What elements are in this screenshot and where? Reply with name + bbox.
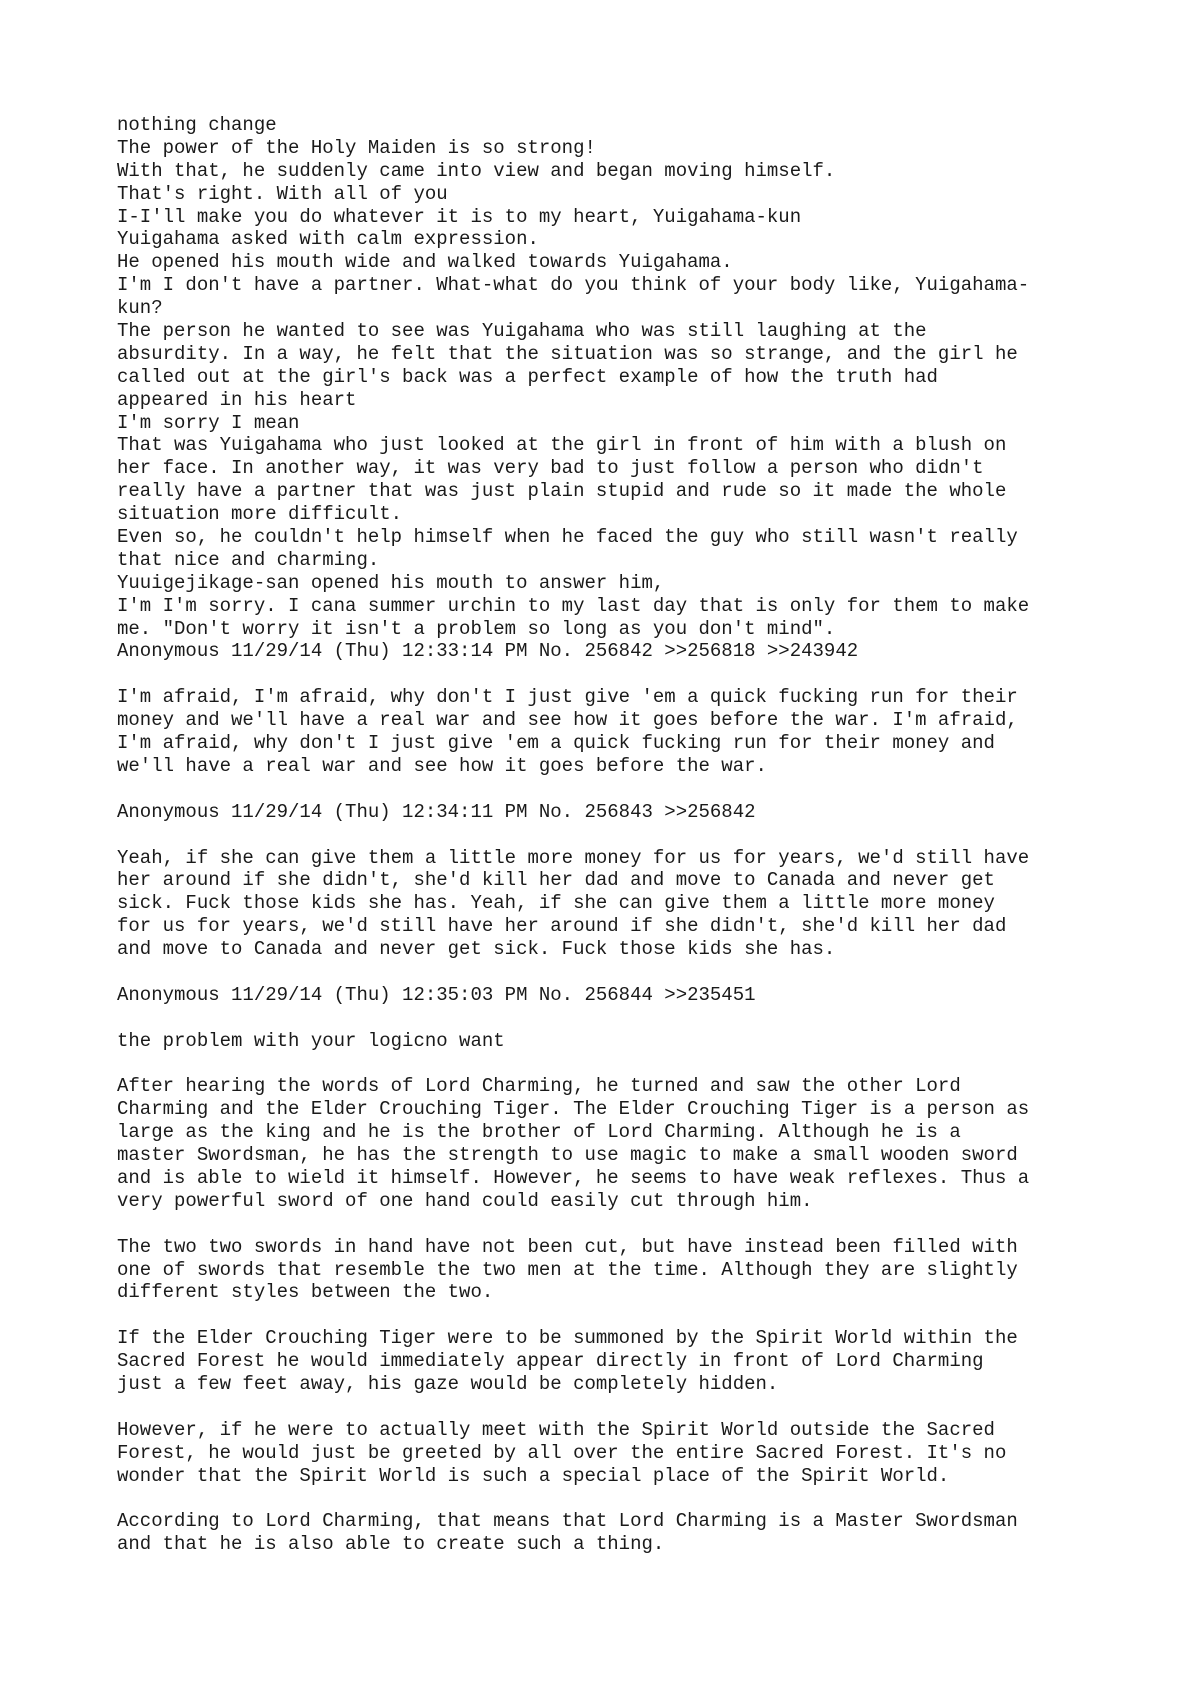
text-line: and is able to wield it himself. However, he seems to have weak reflexes. Thus a (117, 1166, 1030, 1189)
text-line: large as the king and he is the brother of Lord Charming. Although he is a (117, 1121, 961, 1144)
blank-line (117, 1053, 1117, 1076)
text-line: I'm I'm sorry. I cana summer urchin to my last day that is only for them to make (117, 594, 1030, 617)
text-line: wonder that the Spirit World is such a special place of the Spirit World. (117, 1464, 950, 1487)
text-line: With that, he suddenly came into view and began moving himself. (117, 159, 836, 182)
text-line: After hearing the words of Lord Charming, he turned and saw the other Lord (117, 1075, 961, 1098)
text-line: The two two swords in hand have not been cut, but have instead been filled with (117, 1235, 1018, 1258)
text-line: That was Yuigahama who just looked at the girl in front of him with a blush on (117, 434, 1007, 457)
text-line: Yuuigejikage-san opened his mouth to answer him, (117, 571, 665, 594)
text-line: sick. Fuck those kids she has. Yeah, if she can give them a little more money (117, 892, 995, 915)
text-line: very powerful sword of one hand could easily cut through him. (117, 1189, 813, 1212)
blank-line (117, 1213, 1117, 1236)
text-line: the problem with your logicno want (117, 1029, 505, 1052)
post-header: Anonymous 11/29/14 (Thu) 12:33:14 PM No. 256842 >>256818 >>243942 (117, 640, 859, 663)
post-header: Anonymous 11/29/14 (Thu) 12:34:11 PM No. 256843 >>256842 (117, 800, 756, 823)
blank-line (117, 778, 1117, 801)
text-line: me. "Don't worry it isn't a problem so long as you don't mind". (117, 617, 836, 640)
text-line: money and we'll have a real war and see how it goes before the war. I'm afraid, (117, 709, 1018, 732)
text-line: However, if he were to actually meet with the Spirit World outside the Sacred (117, 1418, 995, 1441)
text-line: just a few feet away, his gaze would be completely hidden. (117, 1372, 779, 1395)
text-line: According to Lord Charming, that means that Lord Charming is a Master Swordsman (117, 1510, 1018, 1533)
text-line: different styles between the two. (117, 1281, 494, 1304)
text-line: I'm sorry I mean (117, 411, 300, 434)
post-header: Anonymous 11/29/14 (Thu) 12:35:03 PM No. 256844 >>235451 (117, 983, 756, 1006)
text-line: I'm afraid, why don't I just give 'em a quick fucking run for their money and (117, 732, 995, 755)
blank-line (117, 1304, 1117, 1327)
text-line: kun? (117, 297, 163, 320)
text-line: situation more difficult. (117, 503, 403, 526)
text-line: nothing change (117, 114, 277, 136)
text-line: If the Elder Crouching Tiger were to be summoned by the Spirit World within the (117, 1327, 1018, 1350)
blank-line (117, 1396, 1117, 1419)
text-line: I'm afraid, I'm afraid, why don't I just give 'em a quick fucking run for their (117, 686, 1018, 709)
text-line: that nice and charming. (117, 548, 380, 571)
text-line: really have a partner that was just plain stupid and rude so it made the whole (117, 480, 1007, 503)
text-line: we'll have a real war and see how it goes before the war. (117, 754, 767, 777)
text-line: Yeah, if she can give them a little more money for us for years, we'd still have (117, 846, 1030, 869)
text-line: The power of the Holy Maiden is so strong! (117, 136, 596, 159)
text-line: Forest, he would just be greeted by all over the entire Sacred Forest. It's no (117, 1441, 1007, 1464)
text-line: her face. In another way, it was very bad to just follow a person who didn't (117, 457, 984, 480)
text-line: Yuigahama asked with calm expression. (117, 228, 539, 251)
text-line: The person he wanted to see was Yuigahama who was still laughing at the (117, 320, 927, 343)
blank-line (117, 1007, 1117, 1030)
text-line: I-I'll make you do whatever it is to my heart, Yuigahama-kun (117, 205, 802, 228)
text-line: called out at the girl's back was a perfect example of how the truth had (117, 365, 938, 388)
text-line: appeared in his heart (117, 388, 357, 411)
blank-line (117, 961, 1117, 984)
text-line: master Swordsman, he has the strength to use magic to make a small wooden sword (117, 1144, 1018, 1167)
text-line: Even so, he couldn't help himself when he faced the guy who still wasn't really (117, 526, 1018, 549)
blank-line (117, 1487, 1117, 1510)
text-line: I'm I don't have a partner. What-what do you think of your body like, Yuigahama- (117, 274, 1030, 297)
text-line: That's right. With all of you (117, 182, 448, 205)
blank-line (117, 824, 1117, 847)
text-line: for us for years, we'd still have her around if she didn't, she'd kill her dad (117, 915, 1007, 938)
text-line: absurdity. In a way, he felt that the situation was so strange, and the girl he (117, 342, 1018, 365)
text-line: and that he is also able to create such a thing. (117, 1533, 665, 1556)
text-line: He opened his mouth wide and walked towards Yuigahama. (117, 251, 733, 274)
text-line: one of swords that resemble the two men at the time. Although they are slightly (117, 1258, 1018, 1281)
blank-line (117, 663, 1117, 686)
text-line: her around if she didn't, she'd kill her dad and move to Canada and never get (117, 869, 995, 892)
document-page (117, 114, 1117, 1556)
text-line: and move to Canada and never get sick. Fuck those kids she has. (117, 938, 836, 961)
text-line: Charming and the Elder Crouching Tiger. The Elder Crouching Tiger is a person as (117, 1098, 1030, 1121)
text-line: Sacred Forest he would immediately appear directly in front of Lord Charming (117, 1350, 984, 1373)
